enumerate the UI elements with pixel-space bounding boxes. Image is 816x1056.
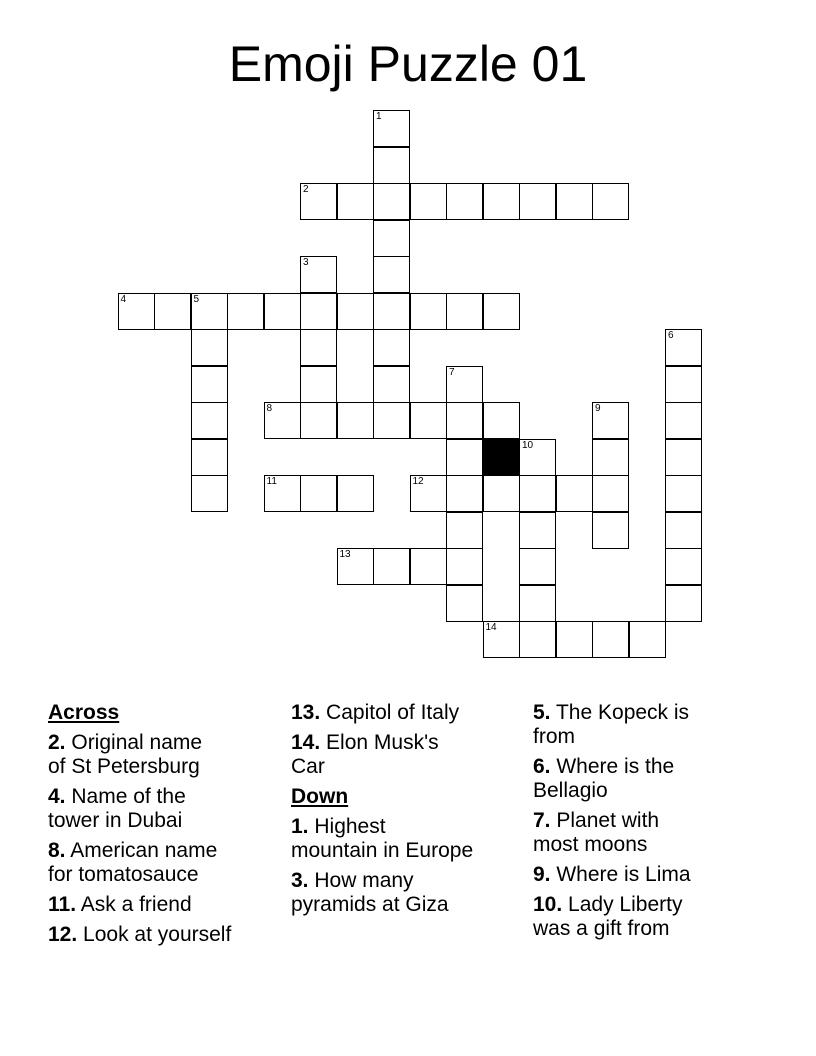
clue-line [48,809,283,833]
clue-item [48,893,283,917]
grid-cell[interactable] [410,183,447,220]
clue-text: pyramids at Giza [291,893,449,916]
clue-text: Original name [71,731,203,754]
grid-cell[interactable] [519,439,556,476]
grid-cell[interactable] [227,293,264,330]
grid-cell[interactable] [592,475,629,512]
grid-cell[interactable] [519,621,556,658]
grid-cell[interactable] [373,220,410,257]
grid-cell[interactable] [665,512,702,549]
clue-line [291,755,526,779]
clue-number: 3 [303,257,309,268]
clue-number: 6 [668,330,674,341]
clue-number: 5 [193,293,200,305]
grid-cell[interactable] [410,548,447,585]
grid-cell[interactable] [592,512,629,549]
clue-number: 1 [376,111,382,122]
clue-item [48,785,283,833]
clue-line [533,893,768,917]
clue-text: Name of the [71,785,186,808]
clue-number: 2 [303,184,309,195]
grid-cell[interactable] [629,621,666,658]
clue-column-3 [533,701,768,947]
grid-cell[interactable] [373,183,410,220]
grid-cell[interactable] [446,512,483,549]
clue-number-label: 4. [48,785,66,808]
clue-item [291,815,526,863]
grid-cell[interactable] [191,439,228,476]
clue-line [291,893,526,917]
clue-line [533,701,768,725]
grid-cell[interactable] [665,366,702,403]
clue-number-label: 1. [291,815,309,838]
down-heading: Down [291,785,349,808]
grid-cell[interactable] [483,621,520,658]
clue-number-label: 8. [48,839,66,862]
grid-cell[interactable] [665,548,702,585]
clue-line [291,731,526,755]
grid-cell[interactable] [410,293,447,330]
clue-item [533,863,768,887]
grid-cell[interactable] [483,402,520,439]
clue-text: Look at yourself [83,923,232,946]
clue-number: 8 [266,403,273,414]
clue-text: from [533,725,575,748]
clue-number: 7 [449,366,455,378]
clue-column-2 [291,701,526,923]
grid-cell[interactable] [446,402,483,439]
clue-text: was a gift from [533,917,670,940]
clue-text: most moons [533,833,648,856]
clue-line [291,839,526,863]
clue-line [533,809,768,833]
grid-cell[interactable] [264,293,301,330]
clue-number-label: 6. [533,755,551,778]
clue-number-label: 7. [533,809,551,832]
grid-cell[interactable] [300,329,337,366]
clue-line [48,731,283,755]
grid-cell[interactable] [665,585,702,622]
grid-cell[interactable] [410,402,447,439]
clue-text: Where is Lima [556,863,691,886]
clue-number: 12 [412,476,424,487]
grid-cell[interactable] [519,183,556,220]
clue-number-label: 9. [533,863,551,886]
clue-number: 14 [485,622,497,633]
grid-cell[interactable] [191,366,228,403]
grid-cell[interactable] [373,147,410,184]
grid-cell[interactable] [373,110,410,147]
grid-cell[interactable] [592,402,629,439]
clue-item [533,809,768,857]
clue-number: 13 [339,549,351,560]
grid-cell[interactable] [446,439,483,476]
clue-item [533,701,768,749]
clue-number-label: 11. [48,893,77,916]
grid-cell[interactable] [446,366,483,403]
clue-text: Bellagio [533,779,608,802]
clue-number-label: 13. [291,701,321,724]
clue-text: Capitol of Italy [326,701,460,724]
clue-number-label: 10. [533,893,563,916]
grid-cell[interactable] [556,183,593,220]
grid-cell[interactable] [118,293,155,330]
grid-cell[interactable] [556,475,593,512]
clue-text: of St Petersburg [48,755,200,778]
clue-line [48,785,283,809]
grid-cell[interactable] [264,475,301,512]
grid-cell[interactable] [665,475,702,512]
grid-cell[interactable] [191,329,228,366]
grid-cell[interactable] [665,402,702,439]
across-heading: Across [48,701,120,724]
clue-line [48,755,283,779]
clue-item [291,869,526,917]
clue-text: for tomatosauce [48,863,199,886]
grid-cell[interactable] [446,585,483,622]
grid-cell[interactable] [665,329,702,366]
grid-cell[interactable] [300,366,337,403]
clue-text: tower in Dubai [48,809,183,832]
clue-number-label: 14. [291,731,321,754]
black-cell [483,439,520,476]
clue-text: Car [291,755,325,778]
grid-cell[interactable] [191,402,228,439]
clue-text: Highest [314,815,386,838]
grid-cell[interactable] [373,402,410,439]
clue-number-label: 5. [533,701,551,724]
grid-cell[interactable] [519,475,556,512]
grid-cell[interactable] [337,548,374,585]
grid-cell[interactable] [373,329,410,366]
grid-cell[interactable] [665,439,702,476]
clue-text: Lady Liberty [568,893,683,916]
clue-line [533,779,768,803]
clue-line [533,725,768,749]
grid-cell[interactable] [154,293,191,330]
clue-text: Elon Musk's [326,731,439,754]
clue-text: How many [314,869,414,892]
grid-cell[interactable] [300,183,337,220]
grid-cell[interactable] [337,183,374,220]
clue-line [48,863,283,887]
grid-cell[interactable] [592,439,629,476]
clue-line [48,893,283,917]
grid-cell[interactable] [337,475,374,512]
clue-item [48,731,283,779]
clue-line [291,869,526,893]
grid-cell[interactable] [446,548,483,585]
grid-cell[interactable] [337,402,374,439]
clue-line [533,863,768,887]
clue-item [533,755,768,803]
grid-cell[interactable] [373,548,410,585]
grid-cell[interactable] [300,402,337,439]
grid-cell[interactable] [300,475,337,512]
grid-cell[interactable] [373,366,410,403]
clue-number: 4 [120,293,127,305]
grid-cell[interactable] [519,585,556,622]
grid-cell[interactable] [446,293,483,330]
clue-number-label: 3. [291,869,309,892]
clue-item [291,731,526,779]
clue-text: Ask a friend [80,893,192,916]
grid-cell[interactable] [191,293,228,330]
clue-line [48,839,283,863]
clue-text: The Kopeck is [555,701,690,724]
clue-text: Where is the [556,755,675,778]
grid-cell[interactable] [410,475,447,512]
clue-text: American name [70,839,218,862]
grid-cell[interactable] [556,621,593,658]
grid-cell[interactable] [483,475,520,512]
clue-line [533,833,768,857]
clue-number-label: 12. [48,923,78,946]
grid-cell[interactable] [264,402,301,439]
grid-cell[interactable] [483,293,520,330]
clue-column-1 [48,701,283,953]
grid-cell[interactable] [446,183,483,220]
grid-cell[interactable] [300,256,337,293]
clue-line [533,917,768,941]
grid-cell[interactable] [592,621,629,658]
clue-item [48,923,283,947]
clue-line [48,923,283,947]
clue-text: Planet with [556,809,660,832]
grid-cell[interactable] [446,475,483,512]
clue-item [48,839,283,887]
grid-cell[interactable] [337,293,374,330]
grid-cell[interactable] [373,293,410,330]
grid-cell[interactable] [373,256,410,293]
clue-line [291,701,526,725]
clue-text: mountain in Europe [291,839,474,862]
grid-cell[interactable] [519,548,556,585]
grid-cell[interactable] [191,475,228,512]
clue-number: 10 [522,439,534,451]
grid-cell[interactable] [483,183,520,220]
grid-cell[interactable] [300,293,337,330]
clue-number: 11 [266,476,277,487]
clue-number: 9 [595,403,601,414]
grid-cell[interactable] [592,183,629,220]
clue-number-label: 2. [48,731,66,754]
clue-line [291,815,526,839]
puzzle-title: Emoji Puzzle 01 [228,36,588,92]
grid-cell[interactable] [519,512,556,549]
clue-item [291,701,526,725]
clue-line [533,755,768,779]
clue-item [533,893,768,941]
